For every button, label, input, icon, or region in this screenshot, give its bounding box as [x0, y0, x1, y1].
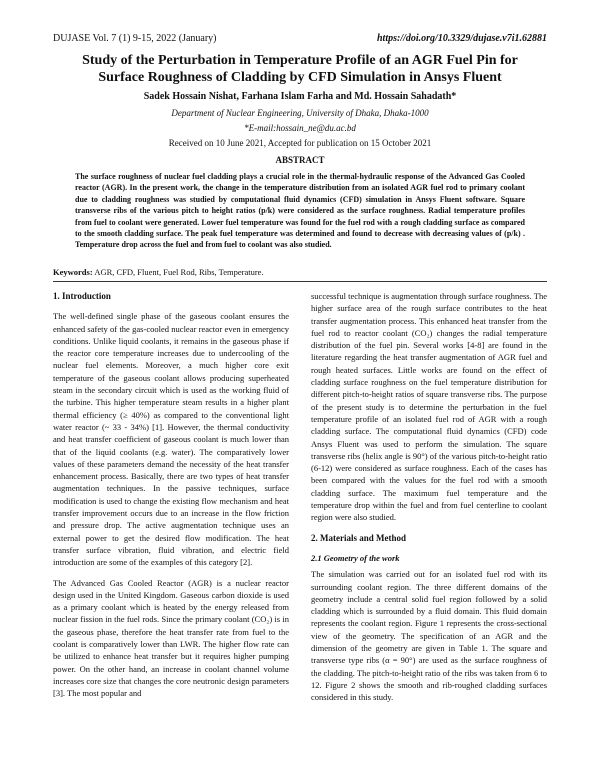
right-column [311, 290, 547, 712]
section-heading-introduction: 1. Introduction [53, 291, 111, 301]
affiliation: Department of Nuclear Engineering, University of Dhaka, Dhaka-1000 [171, 108, 429, 118]
journal-header: DUJASE Vol. 7 (1) 9-15, 2022 (January) [53, 33, 217, 44]
author-list: Sadek Hossain Nishat, Farhana Islam Farha and Md. Hossain Sahadath* [143, 91, 457, 102]
corresponding-email: *E-mail:hossain_ne@du.ac.bd [244, 123, 356, 133]
abstract-heading: ABSTRACT [275, 155, 325, 165]
subsection-heading-geometry: 2.1 Geometry of the work [311, 552, 400, 563]
intro-paragraph-1: The well-defined single phase of the gaseous coolant ensures the enhanced safety of the gas-cooled nuclear reactor even in emergency conditions. Unlike liquid coolants, it remains in the gaseous phase if the reactor core temperature increases due to undercooling of the nuclear fuel elements. Moreover, a much higher core exit temperature of the gaseous coolant allows producing superheated steam in the secondary circuit which is used as the working fluid of the turbine. This higher temperature steam results in a higher plant thermal efficiency (≥ 40%) as compared to the conventional light water reactor (~ 33 - 34%) [1]. However, the thermal conductivity and heat transfer coefficient of gaseous coolant is much lower than that of the liquid coolants (e.g. water). The comparatively lower values of these parameters demand the necessity of the heat transfer enhancement process. Basically, there are two types of heat transfer augmentation techniques. In the passive techniques, surface modification is used to change the existing flow mechanism and heat transfer improvement occurs due to an increase in the flow friction and pressure drop. The active augmentation technique uses an external power to get the desired flow modification. The heat transfer surface vibration, fluid vibration, and electric field introduction are some of the examples of this category [2]. [53, 311, 289, 568]
received-dates: Received on 10 June 2021, Accepted for publication on 15 October 2021 [168, 138, 432, 148]
abstract-text: The surface roughness of nuclear fuel cladding plays a crucial role in the thermal-hydraulic response of the Advanced Gas Cooled reactor (AGR). In the present work, the change in the temperature distribution from an isolated AGR fuel rod to primary coolant due to cladding roughness was studied by computational fluid dynamics (CFD) simulation in Ansys Fluent software. Square transverse ribs of the various pitch to height ratios (p/k) were considered as the surface roughness. Radial temperature profiles from fuel to coolant were generated. Lower fuel temperature was found for the fuel rod with a rough cladding surface as compared to the smooth cladding surface. The peak fuel temperature was determined and found to decrease with decreasing values of (p/k) . Temperature drop across the fuel and from fuel to coolant was also studied. [75, 172, 525, 250]
section-heading-materials: 2. Materials and Method [311, 532, 406, 543]
geometry-paragraph: The simulation was carried out for an isolated fuel rod with its surrounding coolant region. The three different domains of the geometry include a central solid fuel region followed by a solid cladding which is surrounded by a fluid domain. This fluid domain represents the coolant region. Figure 1 represents the cross-sectional view of the geometry. The specification of an AGR and the dimension of the geometry are given in Table 1. The square and transverse type ribs (α = 90°) are used as the surface roughness of the cladding. The pitch-to-height ratio of the ribs was taken from 6 to 12. Figure 2 shows the smooth and rib-roughed cladding surfaces considered in this study. [311, 569, 547, 703]
keywords-label: Keywords: [53, 267, 93, 277]
paper-title: Study of the Perturbation in Temperature Profile of an AGR Fuel Pin for Surface Roughness of Cladding by CFD Simulation in Ansys Fluent [82, 53, 518, 85]
intro-paragraph-3: successful technique is augmentation through surface roughness. The higher surface area of the rough surface contributes to the heat transfer augmentation process. This enhanced heat transfer from the fuel rod to reactor coolant (CO₂) changes the radial temperature distribution of the fuel pin. Several works [4-8] are found in the literature regarding the heat transfer augmentation of AGR fuel and rough heated surfaces. Little works are found on the effect of cladding surface roughness on the fuel temperature distribution for different pitch-to-height ratios of square transverse ribs. The purpose of the present study is to determine the perturbation in the fuel temperature profile of an isolated fuel rod of AGR with a rough cladding surface. The computational fluid dynamics (CFD) code Ansys Fluent was used to perform the simulation. The square transverse ribs (helix angle is 90°) of the various pitch-to-height ratio (6-12) were considered as surface roughness. Each of the cases has been compared with the values for the fuel rod with a smooth cladding surface. The maximum fuel temperature and the temperature drop within the fuel and from fuel centerline to coolant region were also studied. [311, 291, 547, 523]
section-divider [53, 281, 547, 282]
intro-paragraph-2: The Advanced Gas Cooled Reactor (AGR) is a nuclear reactor design used in the United Kingdom. Gaseous carbon dioxide is used as a primary coolant which is heated by the energy released from nuclear fission in the fuel rods. Since the primary coolant (CO₂) is in the gaseous phase, therefore the heat transfer rate from fuel to the coolant is comparatively lower than LWR. The higher flow rate can be utilized to enhance heat transfer but it requires higher pumping power. On the other hand, an increase in coolant channel volume increases core size that changes the core neutronic design parameters [3]. The most popular and [53, 577, 289, 699]
left-column [53, 290, 289, 708]
keywords [53, 267, 547, 277]
keywords-list: AGR, CFD, Fluent, Fuel Rod, Ribs, Temperature. [92, 267, 264, 277]
doi-link[interactable]: https://doi.org/10.3329/dujase.v7i1.62881 [376, 33, 547, 44]
